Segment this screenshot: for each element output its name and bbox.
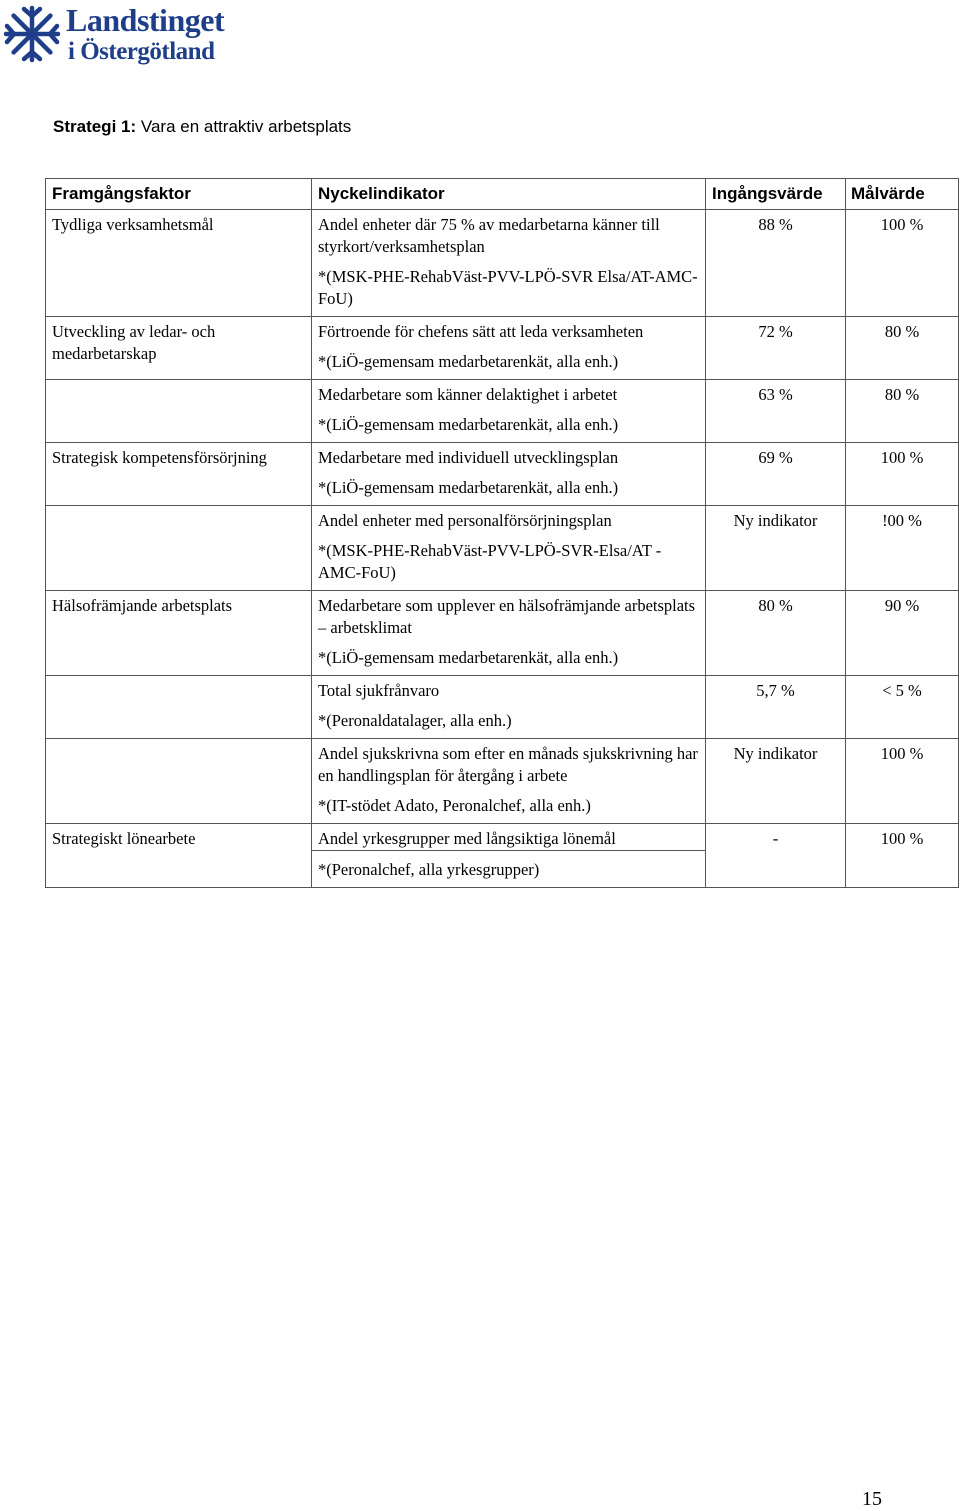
cell-indicator: Medarbetare som känner delaktighet i arbetet <box>312 380 706 407</box>
cell-source: *(MSK-PHE-RehabVäst-PVV-LPÖ-SVR Elsa/AT-AMC-FoU) <box>312 258 706 317</box>
cell-indicator: Andel enheter där 75 % av medarbetarna känner till styrkort/verksamhetsplan <box>312 210 706 259</box>
cell-factor <box>46 380 312 443</box>
cell-target-value: 100 % <box>846 824 959 888</box>
cell-target-value: 90 % <box>846 591 959 676</box>
cell-start-value: 63 % <box>706 380 846 443</box>
cell-indicator: Medarbetare med individuell utvecklingsplan <box>312 443 706 470</box>
header-framgangsfaktor: Framgångsfaktor <box>46 179 312 210</box>
table-header-row <box>46 179 959 210</box>
cell-source: *(LiÖ-gemensam medarbetarenkät, alla enh.) <box>312 469 706 506</box>
logo-text-line1: Landstinget <box>66 2 225 38</box>
cell-factor: Tydliga verksamhetsmål <box>46 210 312 317</box>
cell-factor <box>46 676 312 739</box>
cell-target-value: 100 % <box>846 210 959 317</box>
cell-start-value: 80 % <box>706 591 846 676</box>
cell-indicator: Andel enheter med personalförsörjningsplan <box>312 506 706 533</box>
cell-factor: Strategisk kompetensförsörjning <box>46 443 312 506</box>
page-number: 15 <box>862 1488 882 1510</box>
cell-start-value: Ny indikator <box>706 506 846 591</box>
cell-target-value: 80 % <box>846 317 959 380</box>
cell-indicator: Andel sjukskrivna som efter en månads sjukskrivning har en handlingsplan för återgång i arbete <box>312 739 706 788</box>
cell-factor: Utveckling av ledar- och medarbetarskap <box>46 317 312 380</box>
page-heading <box>53 117 351 137</box>
cell-source: *(IT-stödet Adato, Peronalchef, alla enh.) <box>312 787 706 824</box>
cell-start-value: 88 % <box>706 210 846 317</box>
cell-target-value: 100 % <box>846 443 959 506</box>
cell-target-value: 80 % <box>846 380 959 443</box>
cell-factor: Strategiskt lönearbete <box>46 824 312 888</box>
cell-start-value: Ny indikator <box>706 739 846 824</box>
table-row <box>46 506 959 533</box>
cell-factor: Hälsofrämjande arbetsplats <box>46 591 312 676</box>
header-nyckelindikator: Nyckelindikator <box>312 179 706 210</box>
table-row <box>46 317 959 344</box>
table-row <box>46 739 959 788</box>
header-ingangsvarde: Ingångsvärde <box>706 179 846 210</box>
cell-source: *(Peronaldatalager, alla enh.) <box>312 702 706 739</box>
table-row <box>46 210 959 259</box>
cell-target-value: < 5 % <box>846 676 959 739</box>
table-row <box>46 443 959 470</box>
cell-start-value: 72 % <box>706 317 846 380</box>
cell-indicator: Total sjukfrånvaro <box>312 676 706 703</box>
cell-target-value: 100 % <box>846 739 959 824</box>
cell-source: *(Peronalchef, alla yrkesgrupper) <box>312 851 706 888</box>
cell-start-value: - <box>706 824 846 888</box>
cell-start-value: 5,7 % <box>706 676 846 739</box>
table-row <box>46 380 959 407</box>
strategy-table <box>45 178 959 888</box>
header-malvarde: Målvärde <box>846 179 959 210</box>
table-row <box>46 676 959 703</box>
cell-target-value: !00 % <box>846 506 959 591</box>
logo-text-line2: i Östergötland <box>68 38 215 65</box>
cell-source: *(LiÖ-gemensam medarbetarenkät, alla enh.) <box>312 343 706 380</box>
cell-source: *(LiÖ-gemensam medarbetarenkät, alla enh.) <box>312 406 706 443</box>
cell-indicator: Medarbetare som upplever en hälsofrämjande arbetsplats – arbetsklimat <box>312 591 706 640</box>
heading-prefix: Strategi 1: <box>53 117 137 136</box>
cell-start-value: 69 % <box>706 443 846 506</box>
logo <box>2 4 252 66</box>
cell-indicator: Andel yrkesgrupper med långsiktiga lönemål <box>312 824 706 851</box>
cell-factor <box>46 506 312 591</box>
snowflake-logo-icon <box>2 4 62 64</box>
cell-indicator: Förtroende för chefens sätt att leda verksamheten <box>312 317 706 344</box>
cell-source: *(LiÖ-gemensam medarbetarenkät, alla enh.) <box>312 639 706 676</box>
cell-source: *(MSK-PHE-RehabVäst-PVV-LPÖ-SVR-Elsa/AT -AMC-FoU) <box>312 532 706 591</box>
cell-factor <box>46 739 312 824</box>
table-body <box>46 210 959 888</box>
table-row <box>46 591 959 640</box>
heading-title: Vara en attraktiv arbetsplats <box>140 117 352 136</box>
table-row <box>46 824 959 851</box>
